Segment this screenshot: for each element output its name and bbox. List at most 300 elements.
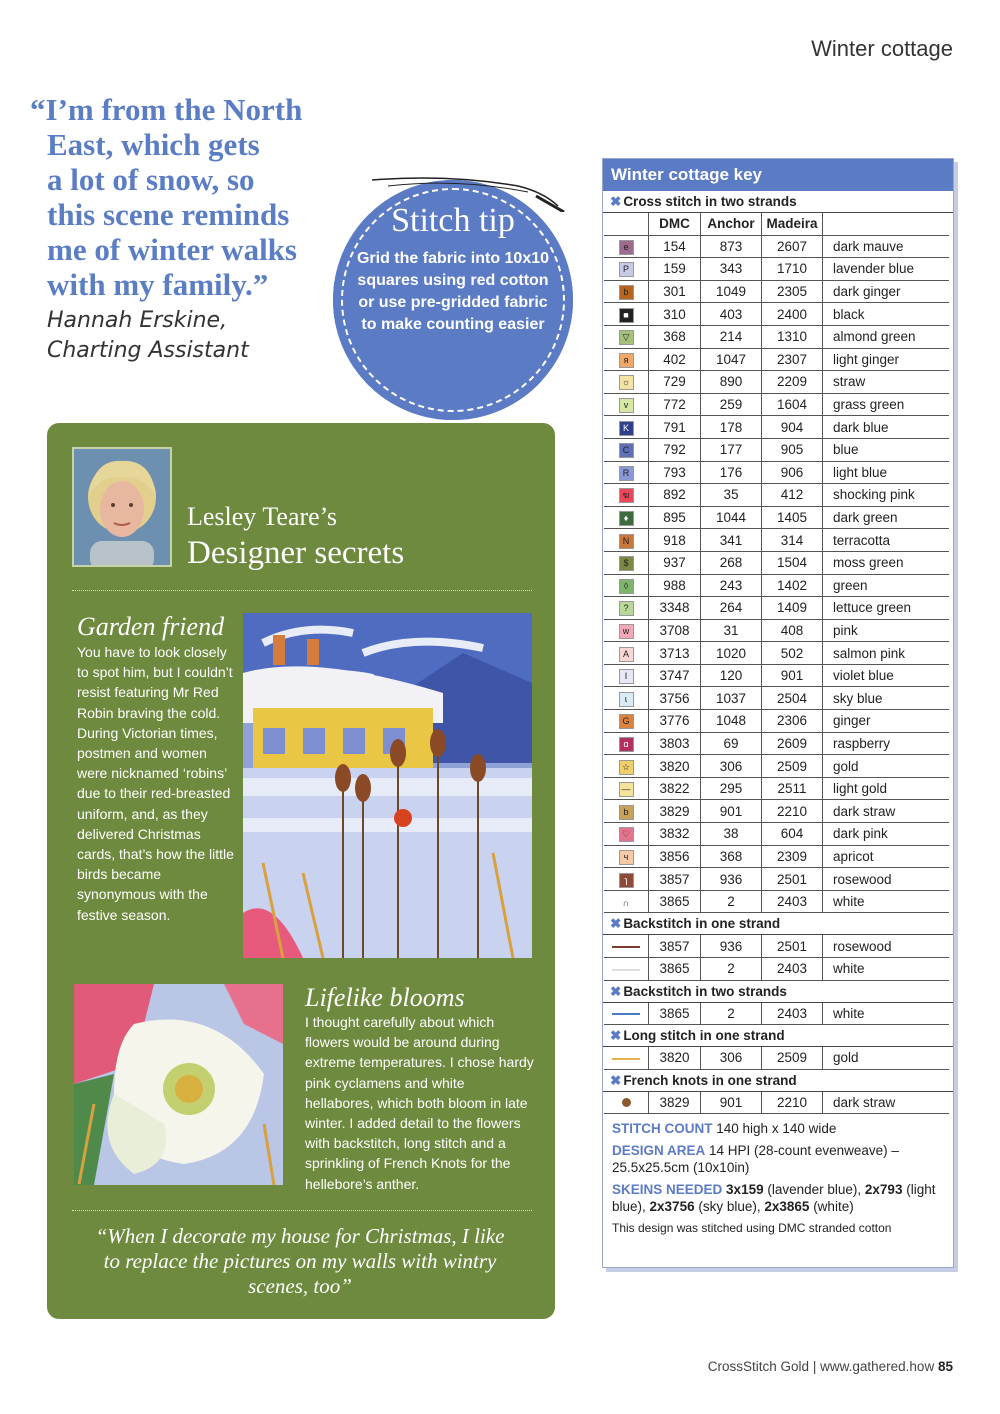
color-name: almond green [823, 325, 950, 348]
symbol-swatch-icon: b [619, 285, 634, 300]
anchor-number: 936 [701, 868, 762, 891]
anchor-number: 306 [701, 755, 762, 778]
quote-line: East, which gets [47, 127, 260, 162]
color-name: pink [823, 619, 950, 642]
anchor-number: 264 [701, 597, 762, 620]
color-name: dark mauve [823, 235, 950, 258]
dmc-number: 937 [649, 551, 701, 574]
designer-closing-quote: “When I decorate my house for Christmas, I like to replace the pictures on my walls with wintry scenes, too” [95, 1224, 505, 1298]
dmc-number: 729 [649, 371, 701, 394]
thread-symbol [604, 1047, 649, 1069]
symbol-swatch-icon: b [619, 805, 634, 820]
dmc-number: 918 [649, 529, 701, 552]
thread-symbol [604, 393, 649, 416]
key-row [604, 303, 949, 326]
madeira-number: 412 [762, 484, 823, 507]
symbol-swatch-icon: P [619, 262, 634, 277]
key-section-heading: ✖ Backstitch in one strand [603, 913, 953, 935]
anchor-number: 901 [701, 800, 762, 823]
dmc-number: 159 [649, 258, 701, 281]
madeira-number: 2403 [762, 958, 823, 981]
dmc-number: 3756 [649, 687, 701, 710]
anchor-number: 31 [701, 619, 762, 642]
anchor-number: 901 [701, 1092, 762, 1114]
dmc-number: 892 [649, 484, 701, 507]
symbol-swatch-icon: K [619, 421, 634, 436]
anchor-number: 890 [701, 371, 762, 394]
cross-stitch-table [604, 213, 949, 913]
quote-line: me of winter walks [47, 232, 297, 267]
quote-author-name: Hannah Erskine, [47, 308, 228, 333]
color-name: raspberry [823, 732, 950, 755]
key-row [604, 619, 949, 642]
symbol-swatch-icon: N [619, 534, 634, 549]
thread-symbol [604, 348, 649, 371]
stitch-tip-body: Grid the fabric into 10x10 squares using red cotton or use pre-gridded fabric to make counting easier [356, 250, 550, 333]
color-name: dark ginger [823, 280, 950, 303]
anchor-number: 1044 [701, 506, 762, 529]
thread-symbol [604, 325, 649, 348]
madeira-number: 2511 [762, 777, 823, 800]
skein-description: (white) [809, 1199, 854, 1215]
madeira-number: 2509 [762, 755, 823, 778]
garden-friend-body: You have to look closely to spot him, but I couldn’t resist featuring Mr Red Robin braving the cold. During Victorian times, postmen and women were nicknamed ‘robins’ due to their red-breasted uniform, and, as they delivered Christmas cards, that’s how the little birds became synonymous with the festive season. [77, 644, 234, 923]
skein-description: (light blue), [612, 1182, 936, 1215]
color-name: dark blue [823, 416, 950, 439]
thread-symbol [604, 845, 649, 868]
madeira-number: 906 [762, 461, 823, 484]
madeira-number: 2509 [762, 1047, 823, 1069]
anchor-number: 259 [701, 393, 762, 416]
thread-symbol [604, 597, 649, 620]
cottage-stitch-photo [243, 613, 532, 958]
symbol-swatch-icon: я [619, 353, 634, 368]
dmc-number: 3776 [649, 710, 701, 733]
anchor-number: 1049 [701, 280, 762, 303]
color-name: gold [823, 1047, 950, 1069]
key-row [604, 777, 949, 800]
thread-symbol [604, 484, 649, 507]
stitch-count: STITCH COUNT 140 high x 140 wide [612, 1121, 837, 1137]
thread-symbol [604, 438, 649, 461]
dmc-number: 988 [649, 574, 701, 597]
page-number: 85 [937, 1359, 953, 1374]
madeira-number: 1409 [762, 597, 823, 620]
madeira-number: 2501 [762, 868, 823, 891]
dmc-number: 301 [649, 280, 701, 303]
key-section-heading: ✖ Cross stitch in two strands [603, 191, 953, 213]
anchor-number: 295 [701, 777, 762, 800]
symbol-swatch-icon: w [619, 624, 634, 639]
key-row [604, 574, 949, 597]
dmc-number: 3865 [649, 890, 701, 913]
dmc-number: 3713 [649, 642, 701, 665]
color-name: ginger [823, 710, 950, 733]
garden-friend-title: Garden friend [77, 612, 225, 641]
key-row [604, 935, 949, 957]
skein-quantity: 2x3865 [764, 1199, 810, 1215]
lifelike-blooms-body: I thought carefully about which flowers would be around during extreme temperatures. I chose hardy pink cyclamens and white hellabores, which both bloom in late winter. I added detail to the flowers with backstitch, long stitch and a sprinkling of French Knots for the hellebore’s anther. [305, 1014, 534, 1192]
madeira-number: 1604 [762, 393, 823, 416]
thread-symbol [604, 619, 649, 642]
key-row [604, 235, 949, 258]
stitch-line-icon [612, 946, 640, 948]
madeira-number: 502 [762, 642, 823, 665]
color-name: light gold [823, 777, 950, 800]
color-name: blue [823, 438, 950, 461]
symbol-swatch-icon: $ [619, 556, 634, 571]
divider [72, 590, 532, 591]
key-section-heading: ✖ Backstitch in two strands [603, 981, 953, 1003]
quote-line: a lot of snow, so [47, 162, 255, 197]
designer-name: Lesley Teare’s [187, 502, 338, 531]
thread-symbol [604, 506, 649, 529]
color-name: apricot [823, 845, 950, 868]
key-row [604, 1047, 949, 1069]
dmc-number: 793 [649, 461, 701, 484]
key-row [604, 551, 949, 574]
design-info [603, 1114, 953, 1237]
symbol-swatch-icon: R [619, 466, 634, 481]
hellebore-stitch-photo [74, 984, 283, 1185]
color-name: violet blue [823, 664, 950, 687]
madeira-number: 1504 [762, 551, 823, 574]
madeira-number: 1710 [762, 258, 823, 281]
key-row [604, 258, 949, 281]
symbol-swatch-icon: ☼ [619, 375, 634, 390]
designer-portrait [72, 447, 172, 567]
symbol-swatch-icon: ◊ [619, 579, 634, 594]
thread-symbol [604, 1092, 649, 1114]
key-row [604, 461, 949, 484]
symbol-swatch-icon: ■ [619, 308, 634, 323]
key-row [604, 664, 949, 687]
skein-description: (sky blue), [694, 1199, 765, 1215]
anchor-number: 38 [701, 823, 762, 846]
key-title: Winter cottage key [603, 159, 953, 191]
anchor-number: 268 [701, 551, 762, 574]
symbol-swatch-icon: ฆ [619, 488, 634, 503]
anchor-number: 2 [701, 1003, 762, 1025]
color-name: gold [823, 755, 950, 778]
color-name: dark green [823, 506, 950, 529]
cross-icon: ✖ [610, 1072, 622, 1088]
key-row [604, 755, 949, 778]
french-knot-icon [622, 1098, 631, 1107]
thread-symbol [604, 642, 649, 665]
key-row [604, 1092, 949, 1114]
color-name: light blue [823, 461, 950, 484]
key-row [604, 710, 949, 733]
madeira-number: 2309 [762, 845, 823, 868]
color-name: lavender blue [823, 258, 950, 281]
thread-symbol [604, 710, 649, 733]
key-row [604, 1003, 949, 1025]
backstitch-two-table [604, 1003, 949, 1026]
symbol-swatch-icon: C [619, 443, 634, 458]
key-row [604, 868, 949, 891]
key-row [604, 687, 949, 710]
thread-symbol [604, 935, 649, 957]
thread-symbol [604, 1003, 649, 1025]
symbol-swatch-icon: ∩ [620, 897, 633, 910]
symbol-swatch-icon: ɿ [619, 873, 634, 888]
thread-symbol [604, 258, 649, 281]
dmc-number: 3856 [649, 845, 701, 868]
madeira-number: 1402 [762, 574, 823, 597]
cross-icon: ✖ [610, 916, 622, 932]
dmc-number: 3820 [649, 1047, 701, 1069]
key-row [604, 484, 949, 507]
dmc-number: 791 [649, 416, 701, 439]
color-name: shocking pink [823, 484, 950, 507]
skein-quantity: 3x159 [726, 1182, 764, 1198]
thread-symbol [604, 371, 649, 394]
anchor-number: 2 [701, 890, 762, 913]
anchor-number: 69 [701, 732, 762, 755]
thread-symbol [604, 890, 649, 913]
dmc-number: 3820 [649, 755, 701, 778]
anchor-number: 214 [701, 325, 762, 348]
madeira-number: 901 [762, 664, 823, 687]
madeira-number: 2403 [762, 1003, 823, 1025]
key-row [604, 529, 949, 552]
symbol-swatch-icon: ? [619, 601, 634, 616]
key-row [604, 348, 949, 371]
key-row [604, 732, 949, 755]
color-name: dark straw [823, 800, 950, 823]
symbol-swatch-icon: ▽ [619, 330, 634, 345]
key-row [604, 438, 949, 461]
lifelike-blooms-title: Lifelike blooms [305, 983, 465, 1012]
key-row [604, 325, 949, 348]
thread-symbol [604, 664, 649, 687]
color-name: green [823, 574, 950, 597]
color-name: dark straw [823, 1092, 950, 1114]
symbol-swatch-icon: I [619, 669, 634, 684]
thread-symbol [604, 551, 649, 574]
anchor-number: 873 [701, 235, 762, 258]
dmc-number: 3708 [649, 619, 701, 642]
anchor-number: 120 [701, 664, 762, 687]
section-title: Winter cottage [811, 36, 953, 61]
dmc-number: 3865 [649, 958, 701, 981]
madeira-number: 2209 [762, 371, 823, 394]
key-row [604, 280, 949, 303]
madeira-number: 408 [762, 619, 823, 642]
anchor-number: 2 [701, 958, 762, 981]
skein-quantity: 2x3756 [649, 1199, 695, 1215]
color-name: rosewood [823, 935, 950, 957]
color-name: lettuce green [823, 597, 950, 620]
symbol-swatch-icon: e [619, 240, 634, 255]
madeira-number: 2307 [762, 348, 823, 371]
color-name: sky blue [823, 687, 950, 710]
pull-quote-text [30, 92, 330, 302]
key-section-heading: ✖ Long stitch in one strand [603, 1025, 953, 1047]
dmc-number: 3747 [649, 664, 701, 687]
thread-symbol [604, 461, 649, 484]
symbol-swatch-icon: v [619, 398, 634, 413]
color-name: white [823, 1003, 950, 1025]
symbol-swatch-icon: G [619, 714, 634, 729]
dmc-number: 402 [649, 348, 701, 371]
quote-author-role: Charting Assistant [47, 338, 249, 363]
key-note: This design was stitched using DMC stranded cotton [612, 1221, 892, 1236]
dmc-number: 310 [649, 303, 701, 326]
key-row [604, 800, 949, 823]
thread-symbol [604, 303, 649, 326]
madeira-number: 2305 [762, 280, 823, 303]
anchor-number: 178 [701, 416, 762, 439]
divider [72, 1210, 532, 1211]
key-row [604, 890, 949, 913]
skeins-needed: SKEINS NEEDED 3x159 (lavender blue), 2x793 (light blue), 2x3756 (sky blue), 2x3865 (white) [612, 1182, 936, 1215]
backstitch-one-table [604, 935, 949, 980]
madeira-number: 2609 [762, 732, 823, 755]
anchor-number: 936 [701, 935, 762, 957]
madeira-number: 1310 [762, 325, 823, 348]
madeira-number: 604 [762, 823, 823, 846]
anchor-number: 35 [701, 484, 762, 507]
color-name: rosewood [823, 868, 950, 891]
key-row [604, 393, 949, 416]
dmc-number: 368 [649, 325, 701, 348]
skein-description: (lavender blue), [763, 1182, 865, 1198]
color-name: moss green [823, 551, 950, 574]
page-footer: CrossStitch Gold | www.gathered.how 85 [707, 1359, 953, 1374]
madeira-number: 905 [762, 438, 823, 461]
anchor-number: 1047 [701, 348, 762, 371]
anchor-number: 368 [701, 845, 762, 868]
french-knots-table [604, 1092, 949, 1115]
dmc-number: 3865 [649, 1003, 701, 1025]
anchor-number: 403 [701, 303, 762, 326]
anchor-number: 343 [701, 258, 762, 281]
quote-line: “I’m from the North [30, 92, 303, 127]
symbol-swatch-icon: ч [619, 850, 634, 865]
key-row [604, 823, 949, 846]
cross-icon: ✖ [610, 983, 622, 999]
madeira-number: 904 [762, 416, 823, 439]
symbol-swatch-icon: A [619, 647, 634, 662]
dmc-number: 792 [649, 438, 701, 461]
madeira-number: 2306 [762, 710, 823, 733]
thread-symbol [604, 823, 649, 846]
dmc-number: 3348 [649, 597, 701, 620]
color-name: straw [823, 371, 950, 394]
key-row [604, 642, 949, 665]
color-name: white [823, 958, 950, 981]
key-row [604, 597, 949, 620]
color-name: grass green [823, 393, 950, 416]
color-name: terracotta [823, 529, 950, 552]
color-name: light ginger [823, 348, 950, 371]
cross-icon: ✖ [610, 194, 622, 209]
madeira-number: 2403 [762, 890, 823, 913]
madeira-number: 2607 [762, 235, 823, 258]
design-area: DESIGN AREA 14 HPI (28-count evenweave) – 25.5x25.5cm (10x10in) [612, 1143, 899, 1176]
key-row [604, 371, 949, 394]
color-name: dark pink [823, 823, 950, 846]
key-row [604, 416, 949, 439]
symbol-swatch-icon: ɩ [619, 692, 634, 707]
thread-symbol [604, 868, 649, 891]
anchor-number: 177 [701, 438, 762, 461]
thread-symbol [604, 732, 649, 755]
thread-symbol [604, 755, 649, 778]
anchor-number: 1037 [701, 687, 762, 710]
dmc-number: 3822 [649, 777, 701, 800]
thread-symbol [604, 958, 649, 981]
thread-symbol [604, 529, 649, 552]
cross-icon: ✖ [610, 1028, 622, 1044]
stitch-line-icon [612, 1013, 640, 1015]
dmc-number: 3829 [649, 800, 701, 823]
column-header: Madeira [762, 213, 823, 235]
anchor-number: 176 [701, 461, 762, 484]
symbol-swatch-icon: ♡ [619, 827, 634, 842]
thread-symbol [604, 574, 649, 597]
madeira-number: 2400 [762, 303, 823, 326]
thread-symbol [604, 800, 649, 823]
anchor-number: 306 [701, 1047, 762, 1069]
dmc-number: 895 [649, 506, 701, 529]
anchor-number: 1048 [701, 710, 762, 733]
skein-quantity: 2x793 [864, 1182, 903, 1198]
pull-quote [30, 92, 330, 366]
symbol-swatch-icon: ɑ [619, 737, 634, 752]
anchor-number: 1020 [701, 642, 762, 665]
color-name: black [823, 303, 950, 326]
key-section-heading: ✖ French knots in one strand [603, 1070, 953, 1092]
dmc-number: 3857 [649, 868, 701, 891]
anchor-number: 341 [701, 529, 762, 552]
thread-symbol [604, 280, 649, 303]
chart-key-panel [602, 158, 954, 1268]
madeira-number: 314 [762, 529, 823, 552]
dmc-number: 3803 [649, 732, 701, 755]
symbol-swatch-icon: ☆ [619, 760, 634, 775]
madeira-number: 2501 [762, 935, 823, 957]
symbol-swatch-icon: — [619, 782, 634, 797]
thread-symbol [604, 235, 649, 258]
stitch-line-icon [612, 969, 640, 971]
dmc-number: 154 [649, 235, 701, 258]
dmc-number: 3832 [649, 823, 701, 846]
dmc-number: 3857 [649, 935, 701, 957]
key-row [604, 958, 949, 981]
color-name: white [823, 890, 950, 913]
dmc-number: 772 [649, 393, 701, 416]
thread-symbol [604, 777, 649, 800]
quote-line: this scene reminds [47, 197, 290, 232]
column-header: DMC [649, 213, 701, 235]
madeira-number: 2504 [762, 687, 823, 710]
anchor-number: 243 [701, 574, 762, 597]
stitch-line-icon [612, 1058, 640, 1060]
quote-line: with my family.” [47, 267, 269, 302]
madeira-number: 1405 [762, 506, 823, 529]
key-row [604, 506, 949, 529]
designer-heading: Designer secrets [187, 535, 405, 571]
color-name: salmon pink [823, 642, 950, 665]
stitch-tip-title: Stitch tip [391, 202, 515, 239]
long-stitch-table [604, 1047, 949, 1070]
dmc-number: 3829 [649, 1092, 701, 1114]
key-row [604, 845, 949, 868]
madeira-number: 2210 [762, 1092, 823, 1114]
